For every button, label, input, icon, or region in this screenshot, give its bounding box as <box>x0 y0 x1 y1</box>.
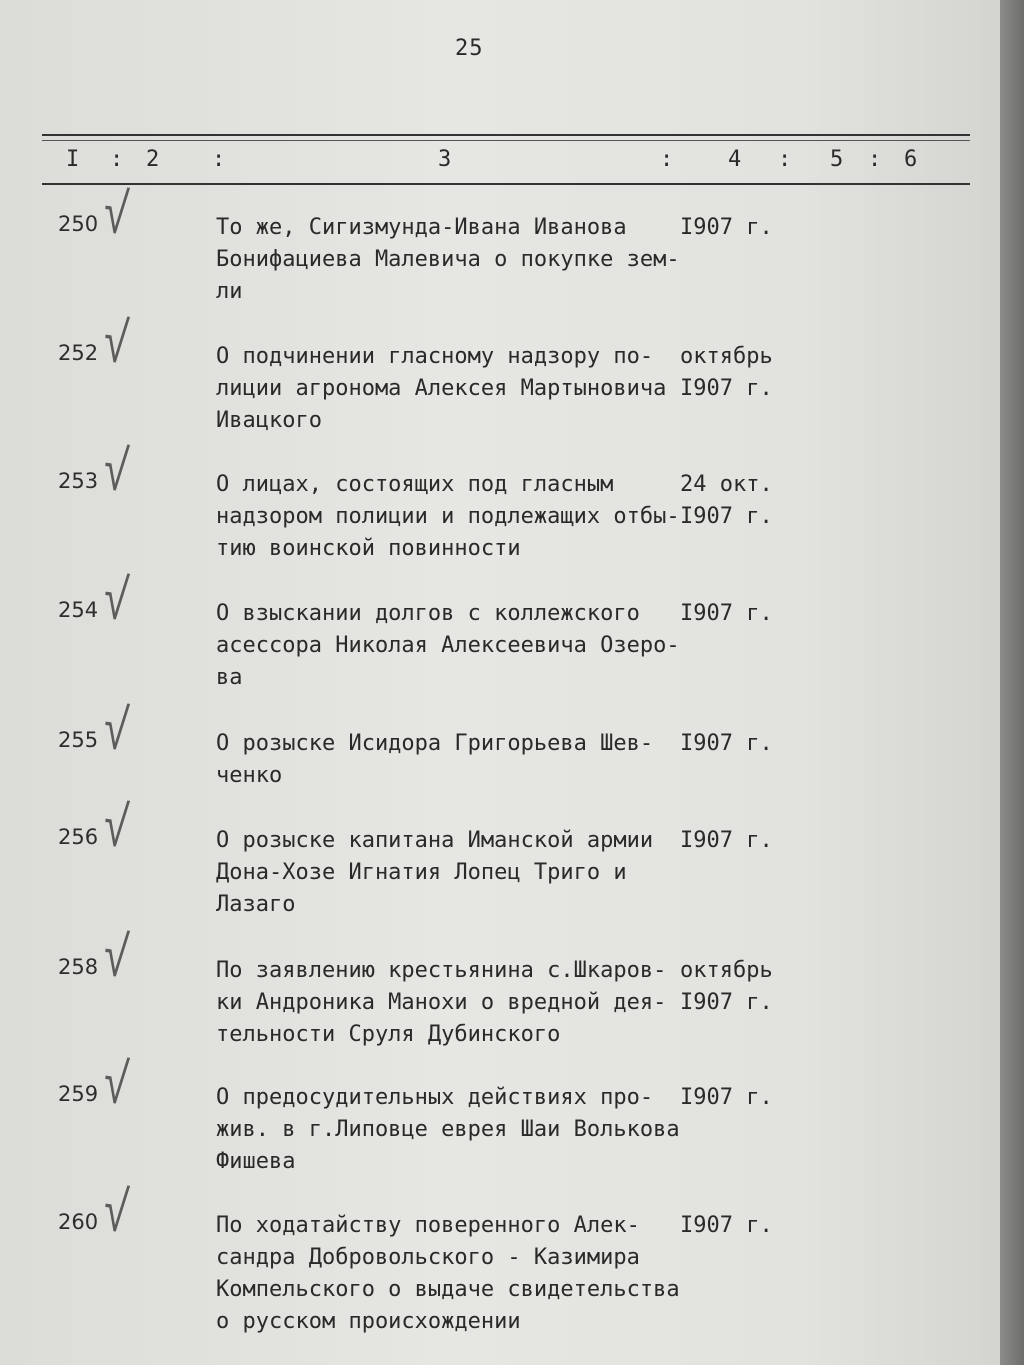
column-header-3: 3 <box>438 147 452 172</box>
entry-number: 258 <box>58 955 99 979</box>
page-number: 25 <box>455 36 484 61</box>
entry-date: I907 г. <box>680 1085 773 1110</box>
column-header-1: I <box>66 147 80 172</box>
entry-date: I907 г. <box>680 828 773 853</box>
entry-number: 254 <box>58 598 99 622</box>
entry-number: 260 <box>58 1210 99 1234</box>
checkmark-icon: √ <box>101 790 131 863</box>
column-header-sep: : <box>660 147 674 172</box>
column-header-6: 6 <box>904 147 918 172</box>
entry-date: I907 г. <box>680 215 773 240</box>
entry-description: О лицах, состоящих под гласным надзором полиции и подлежащих отбы- тию воинской повинности <box>216 472 680 561</box>
header-rule-bottom <box>42 183 970 185</box>
checkmark-icon: √ <box>101 306 131 379</box>
column-header-5: 5 <box>830 147 844 172</box>
entry-date: I907 г. <box>680 601 773 626</box>
entry-description: По заявлению крестьянина с.Шкаров- ки Андроника Манохи о вредной дея- тельности Сруля Дубинского <box>216 958 667 1047</box>
column-header-sep: : <box>868 147 882 172</box>
entry-description: О взыскании долгов с коллежского асессора Николая Алексеевича Озеро- ва <box>216 601 680 690</box>
checkmark-icon: √ <box>101 1175 131 1248</box>
column-header-2: 2 <box>146 147 160 172</box>
entry-description: О розыске капитана Иманской армии Дона-Хозе Игнатия Лопец Триго и Лазаго <box>216 828 654 917</box>
checkmark-icon: √ <box>101 177 131 250</box>
column-header-sep: : <box>110 147 124 172</box>
entry-date: октябрь I907 г. <box>680 958 773 1015</box>
entry-number: 250 <box>58 212 99 236</box>
entry-description: По ходатайству поверенного Алек- сандра Добровольского - Казимира Компельского о выдаче свидетельства о русском происхождении <box>216 1213 680 1334</box>
column-header-sep: : <box>778 147 792 172</box>
entry-date: 24 окт. I907 г. <box>680 472 773 529</box>
entry-number: 253 <box>58 469 99 493</box>
entry-number: 255 <box>58 728 99 752</box>
entry-description: О подчинении гласному надзору по- лиции агронома Алексея Мартыновича Ивацкого <box>216 344 667 433</box>
column-header-4: 4 <box>728 147 742 172</box>
checkmark-icon: √ <box>101 434 131 507</box>
entry-description: О розыске Исидора Григорьева Шев- ченко <box>216 731 654 788</box>
checkmark-icon: √ <box>101 693 131 766</box>
checkmark-icon: √ <box>101 1047 131 1120</box>
entry-date: I907 г. <box>680 731 773 756</box>
entry-number: 259 <box>58 1082 99 1106</box>
entry-description: То же, Сигизмунда-Ивана Иванова Бонифациева Малевича о покупке зем- ли <box>216 215 680 304</box>
entry-number: 256 <box>58 825 99 849</box>
entry-number: 252 <box>58 341 99 365</box>
entry-date: I907 г. <box>680 1213 773 1238</box>
header-rule-top-inner <box>42 140 970 141</box>
entry-description: О предосудительных действиях про- жив. в г.Липовце еврея Шаи Волькова Фишева <box>216 1085 680 1174</box>
header-rule-top <box>42 134 970 136</box>
checkmark-icon: √ <box>101 563 131 636</box>
column-header-sep: : <box>212 147 226 172</box>
checkmark-icon: √ <box>101 920 131 993</box>
page-edge-shadow <box>1000 0 1024 1365</box>
entry-date: октябрь I907 г. <box>680 344 773 401</box>
